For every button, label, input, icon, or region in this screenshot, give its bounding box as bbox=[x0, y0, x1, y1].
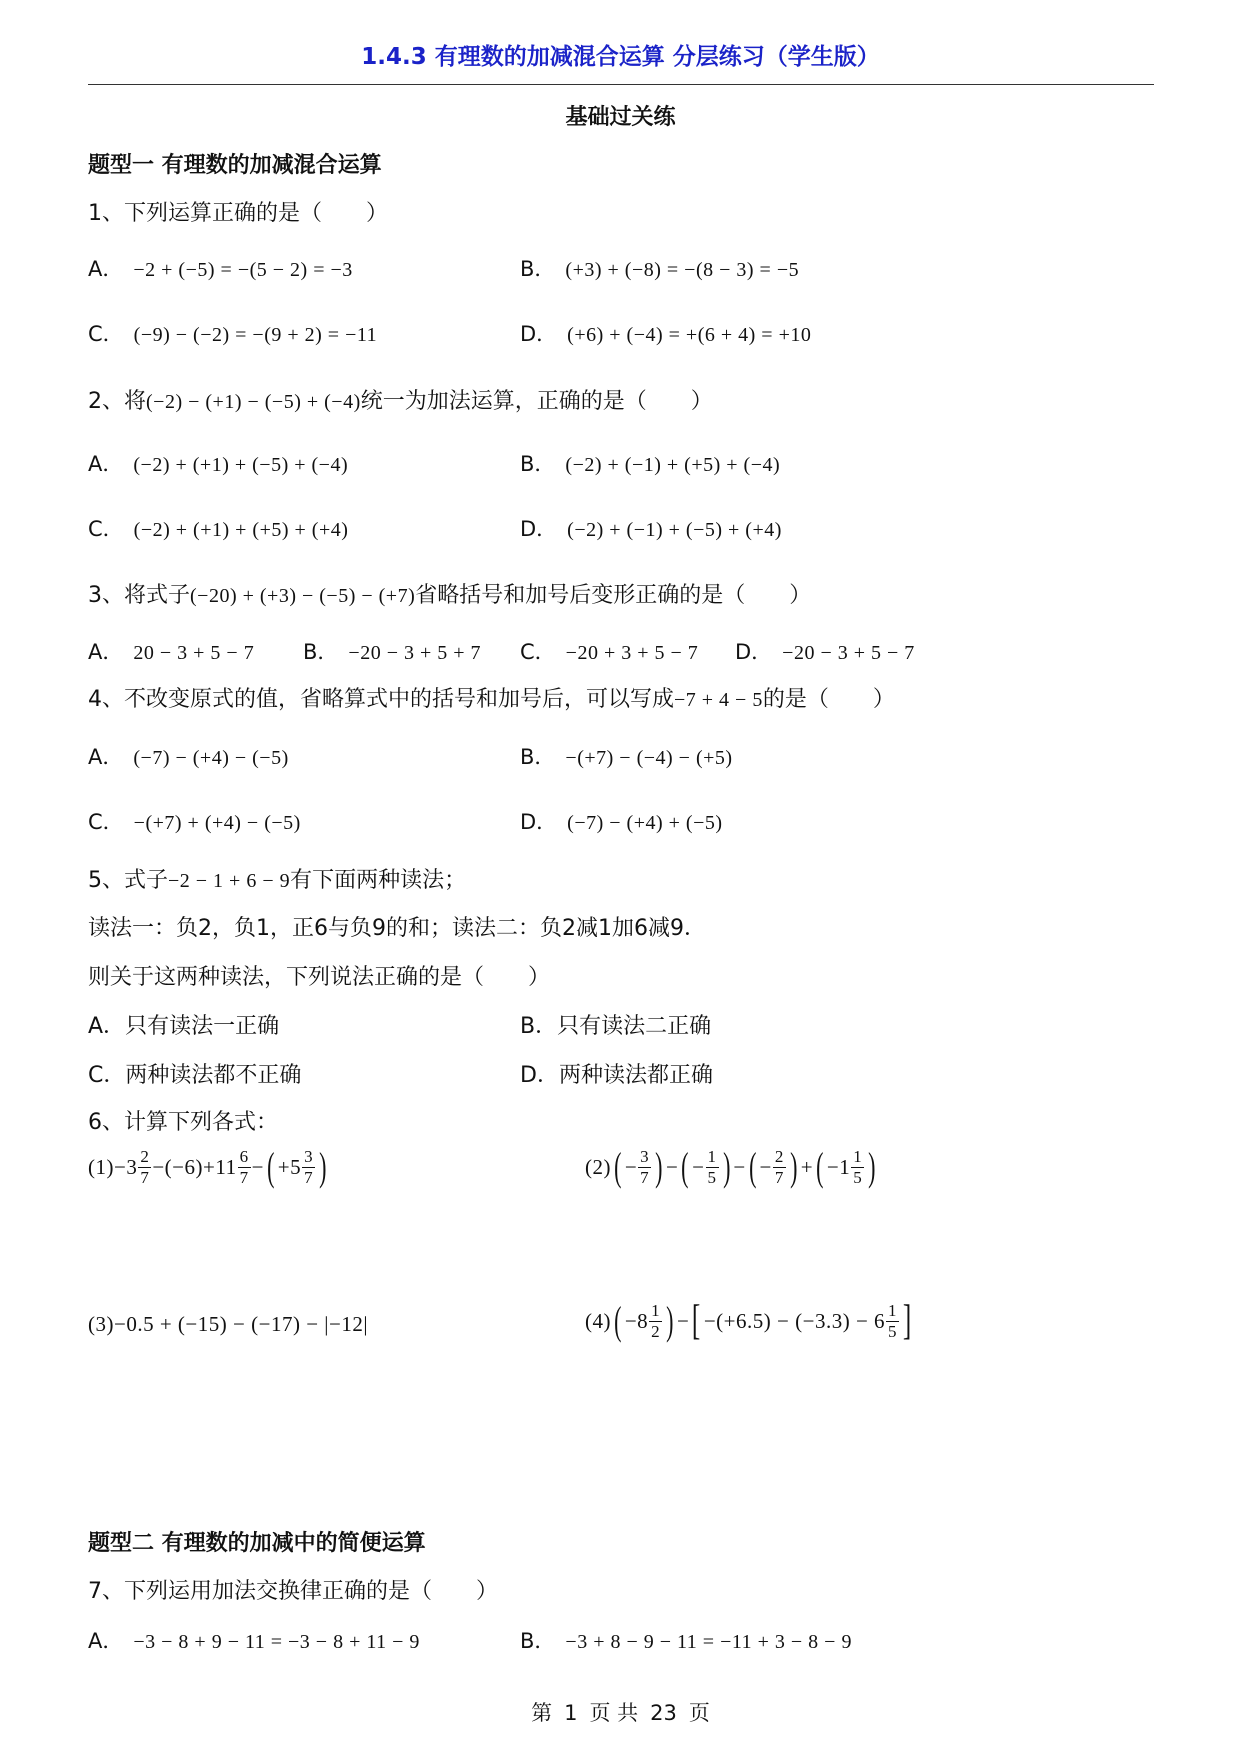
option-label: C． bbox=[88, 810, 124, 834]
part-label: (3) bbox=[88, 1312, 114, 1336]
q4-option-b bbox=[520, 741, 733, 771]
option-label: A． bbox=[88, 257, 124, 281]
q4-stem-post: 的是（ ） bbox=[762, 687, 895, 712]
left-paren: ( bbox=[267, 1144, 275, 1190]
option-expr: (+6) + (−4) = +(6 + 4) = +10 bbox=[567, 324, 812, 346]
header-divider bbox=[88, 84, 1154, 85]
footer-text: 第 bbox=[531, 1701, 553, 1725]
q2-stem-pre: 2、将 bbox=[88, 389, 146, 414]
option-label: A． bbox=[88, 1629, 124, 1653]
option-expr: −(+7) + (+4) − (−5) bbox=[133, 812, 301, 834]
q5-option-d bbox=[520, 1058, 713, 1089]
option-expr: (−9) − (−2) = −(9 + 2) = −11 bbox=[133, 324, 378, 346]
option-text: 只有读法一正确 bbox=[125, 1014, 280, 1039]
option-expr: (−2) + (−1) + (+5) + (−4) bbox=[565, 454, 781, 476]
part-label: (2) bbox=[585, 1154, 611, 1179]
q3-option-d bbox=[735, 636, 915, 666]
fraction: $\frac{3}{7}$ bbox=[304, 1147, 314, 1187]
q4-option-d bbox=[520, 806, 723, 836]
option-expr: (−2) + (+1) + (−5) + (−4) bbox=[133, 454, 349, 476]
operator: − bbox=[666, 1154, 679, 1179]
q4-stem-expr: −7 + 4 − 5 bbox=[674, 689, 763, 711]
q3-option-c bbox=[520, 636, 698, 666]
term: −(−6)+11 bbox=[152, 1154, 237, 1179]
fraction: $\frac{2}{7}$ bbox=[140, 1147, 150, 1187]
q5-option-b bbox=[520, 1009, 711, 1040]
term: +5 bbox=[277, 1154, 302, 1179]
q1-option-d bbox=[520, 318, 811, 348]
q3-stem-post: 省略括号和加号后变形正确的是（ ） bbox=[415, 583, 812, 608]
option-text: 只有读法二正确 bbox=[557, 1014, 712, 1039]
q3-stem-expr: (−20) + (+3) − (−5) − (+7) bbox=[190, 585, 416, 607]
part-expr: −0.5 + (−15) − (−17) − |−12| bbox=[114, 1312, 369, 1336]
fraction: $\frac{1}{5}$ bbox=[888, 1300, 898, 1341]
q3-stem-pre: 3、将式子 bbox=[88, 583, 190, 608]
operator: + bbox=[800, 1154, 814, 1179]
fraction: $\frac{1}{2}$ bbox=[651, 1300, 661, 1341]
right-paren: ) bbox=[319, 1144, 327, 1190]
option-expr: (−7) − (+4) + (−5) bbox=[567, 812, 723, 834]
q1-option-c bbox=[88, 318, 377, 348]
q1-option-b bbox=[520, 253, 799, 283]
option-text: 两种读法都不正确 bbox=[125, 1063, 302, 1088]
option-label: D． bbox=[520, 322, 558, 346]
option-text: 两种读法都正确 bbox=[558, 1063, 713, 1088]
q4-option-a bbox=[88, 741, 289, 771]
part-label: (1) bbox=[88, 1154, 114, 1179]
page-footer bbox=[0, 1697, 1241, 1727]
page-number: 1 bbox=[564, 1701, 578, 1725]
option-label: B． bbox=[303, 640, 339, 664]
q3-option-b bbox=[303, 636, 481, 666]
q2-stem-expr: (−2) − (+1) − (−5) + (−4) bbox=[146, 391, 361, 413]
q5-stem-expr: −2 − 1 + 6 − 9 bbox=[168, 870, 291, 892]
q7-option-b bbox=[520, 1625, 852, 1655]
q5-option-c bbox=[88, 1058, 301, 1089]
q1-option-a bbox=[88, 253, 353, 283]
option-label: D． bbox=[735, 640, 773, 664]
operator: − bbox=[733, 1154, 746, 1179]
fraction: $\frac{1}{5}$ bbox=[853, 1147, 863, 1187]
option-expr: (+3) + (−8) = −(8 − 3) = −5 bbox=[565, 259, 800, 281]
q4-stem-pre: 4、不改变原式的值，省略算式中的括号和加号后，可以写成 bbox=[88, 687, 674, 712]
q2-stem bbox=[88, 384, 713, 415]
fraction: $\frac{3}{7}$ bbox=[640, 1147, 650, 1187]
q6-stem: 6、计算下列各式： bbox=[88, 1110, 278, 1135]
operator: − bbox=[677, 1308, 690, 1333]
fraction: $\frac{1}{5}$ bbox=[707, 1147, 717, 1187]
option-expr: (−2) + (−1) + (−5) + (+4) bbox=[567, 519, 782, 541]
fraction: $\frac{6}{7}$ bbox=[239, 1147, 249, 1187]
option-expr: (−7) − (+4) − (−5) bbox=[133, 747, 289, 769]
q4-stem bbox=[88, 682, 895, 713]
q2-option-a bbox=[88, 448, 348, 478]
q3-option-a bbox=[88, 636, 254, 666]
q7-option-a bbox=[88, 1625, 420, 1655]
option-label: C． bbox=[88, 517, 124, 541]
q2-option-d bbox=[520, 513, 782, 543]
type2-heading: 题型二 有理数的加减中的简便运算 bbox=[88, 1531, 426, 1556]
option-expr: −20 − 3 + 5 − 7 bbox=[782, 642, 915, 664]
q2-option-c bbox=[88, 513, 348, 543]
option-label: A． bbox=[88, 1014, 126, 1039]
q5-option-a bbox=[88, 1009, 279, 1040]
fraction: $\frac{2}{7}$ bbox=[774, 1147, 784, 1187]
q5-readings: 读法一：负2，负1，正6与负9的和；读法二：负2减1加6减9． bbox=[88, 916, 706, 941]
option-label: D． bbox=[520, 1063, 559, 1088]
q2-stem-post: 统一为加法运算，正确的是（ ） bbox=[360, 389, 713, 414]
term: −3 bbox=[114, 1154, 138, 1179]
option-expr: −3 − 8 + 9 − 11 = −3 − 8 + 11 − 9 bbox=[133, 1631, 420, 1653]
q4-option-c bbox=[88, 806, 301, 836]
option-label: A． bbox=[88, 640, 124, 664]
footer-text: 页 共 bbox=[589, 1701, 639, 1725]
option-label: A． bbox=[88, 745, 124, 769]
type1-heading: 题型一 有理数的加减混合运算 bbox=[88, 153, 382, 178]
option-label: D． bbox=[520, 810, 558, 834]
operator: − bbox=[251, 1154, 264, 1179]
option-expr: 20 − 3 + 5 − 7 bbox=[133, 642, 255, 664]
q5-stem bbox=[88, 863, 466, 894]
option-expr: −2 + (−5) = −(5 − 2) = −3 bbox=[133, 259, 353, 281]
q5-stem-post: 有下面两种读法； bbox=[290, 868, 467, 893]
option-label: C． bbox=[88, 1063, 126, 1088]
document-title: 1.4.3 有理数的加减混合运算 分层练习（学生版） bbox=[361, 44, 880, 70]
q3-stem bbox=[88, 578, 811, 609]
option-expr: −20 + 3 + 5 − 7 bbox=[565, 642, 699, 664]
option-label: D． bbox=[520, 517, 558, 541]
option-label: B． bbox=[520, 452, 556, 476]
q5-question: 则关于这两种读法，下列说法正确的是（ ） bbox=[88, 965, 551, 990]
q6-part2: (2) ( − $\frac{3}{7}$ ) − ( − $\frac{1}{5}$ ) − ( − $\frac{2}{7}$ ) + ( −1 $\frac{1}{5}$ ) bbox=[585, 1144, 876, 1190]
option-label: B． bbox=[520, 745, 556, 769]
inner-expr: −(+6.5) − (−3.3) − 6 bbox=[703, 1308, 886, 1333]
option-label: A． bbox=[88, 452, 124, 476]
q6-part3 bbox=[88, 1312, 368, 1337]
option-expr: −20 − 3 + 5 + 7 bbox=[348, 642, 482, 664]
option-label: B． bbox=[520, 1014, 558, 1039]
option-label: C． bbox=[520, 640, 556, 664]
q5-stem-pre: 5、式子 bbox=[88, 868, 168, 893]
total-pages: 23 bbox=[650, 1701, 677, 1725]
option-expr: −3 + 8 − 9 − 11 = −11 + 3 − 8 − 9 bbox=[565, 1631, 852, 1653]
option-label: B． bbox=[520, 257, 556, 281]
option-expr: (−2) + (+1) + (+5) + (+4) bbox=[133, 519, 349, 541]
q6-part4: (4) ( −8 $\frac{1}{2}$ ) − [ −(+6.5) − (−3.3) − 6 $\frac{1}{5}$ ] bbox=[585, 1298, 912, 1344]
q7-stem: 7、下列运用加法交换律正确的是（ ） bbox=[88, 1579, 498, 1604]
q2-option-b bbox=[520, 448, 780, 478]
section-title: 基础过关练 bbox=[565, 105, 676, 130]
option-label: B． bbox=[520, 1629, 556, 1653]
part-label: (4) bbox=[585, 1308, 611, 1333]
option-expr: −(+7) − (−4) − (+5) bbox=[565, 747, 733, 769]
q6-part1 bbox=[88, 1144, 330, 1190]
q1-stem: 1、下列运算正确的是（ ） bbox=[88, 201, 388, 226]
footer-text: 页 bbox=[688, 1701, 710, 1725]
option-label: C． bbox=[88, 322, 124, 346]
